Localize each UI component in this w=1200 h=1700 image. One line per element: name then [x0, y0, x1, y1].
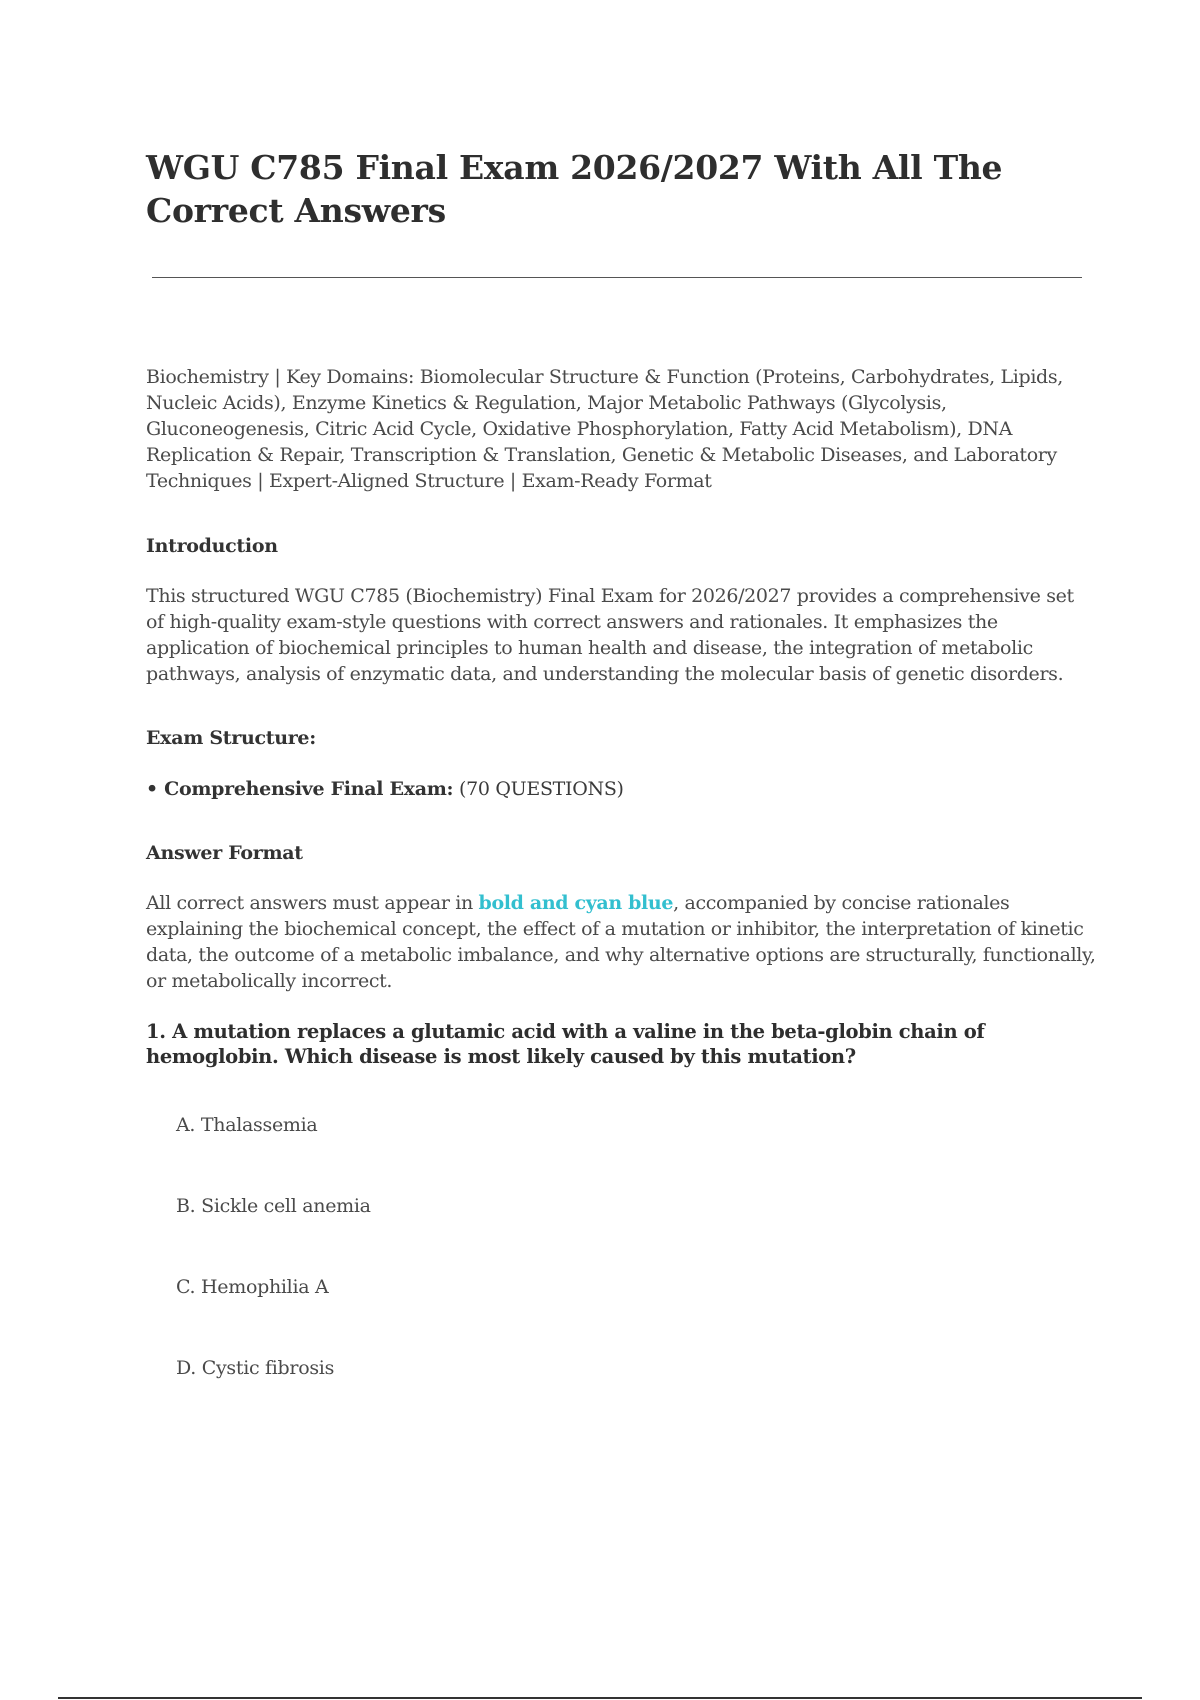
question-1-option-a: A. Thalassemia: [176, 1114, 318, 1136]
bullet-label: • Comprehensive Final Exam:: [146, 778, 454, 800]
answer-format-highlight: bold and cyan blue: [478, 892, 674, 914]
question-1-option-d: D. Cystic fibrosis: [176, 1357, 335, 1379]
introduction-heading: Introduction: [146, 535, 278, 557]
question-1-option-b: B. Sickle cell anemia: [176, 1195, 371, 1217]
introduction-paragraph: This structured WGU C785 (Biochemistry) Final Exam for 2026/2027 provides a comprehensive set of high-quality exam-style questions with correct answers and rationales. It emphasizes the application of biochemical principles to human health and disease, the integration of metabolic pathways, analysis of enzymatic data, and understanding the molecular basis of genetic disorders.: [146, 585, 1074, 685]
answer-format-heading: Answer Format: [146, 842, 303, 864]
question-1-option-c: C. Hemophilia A: [176, 1276, 329, 1298]
exam-structure-bullet: [146, 776, 624, 802]
question-1-text: 1. A mutation replaces a glutamic acid with a valine in the beta-globin chain of hemoglobin. Which disease is most likely caused by this mutation?: [146, 1020, 985, 1068]
summary-paragraph: Biochemistry | Key Domains: Biomolecular Structure & Function (Proteins, Carbohydrates, Lipids, Nucleic Acids), Enzyme Kinetics & Regulation, Major Metabolic Pathways (Glycolysis, Gluconeogenesis, Citric Acid Cycle, Oxidative Phosphorylation, Fatty Acid Metabolism), DNA Replication & Repair, Transcription & Translation, Genetic & Metabolic Diseases, and Laboratory Techniques | Expert-Aligned Structure | Exam-Ready Format: [146, 366, 1063, 492]
answer-format-text-after: , accompanied by concise rationales explaining the biochemical concept, the effect of a mutation or inhibitor, the interpretation of kinetic data, the outcome of a metabolic imbalance, and why alternative options are structurally, functionally, or metabolically incorrect.: [146, 892, 1096, 992]
page-bottom-border: [58, 1697, 1142, 1699]
answer-format-paragraph: [146, 890, 1096, 994]
exam-structure-heading: Exam Structure:: [146, 727, 316, 749]
bullet-value: (70 QUESTIONS): [453, 778, 624, 800]
document-title: WGU C785 Final Exam 2026/2027 With All The Correct Answers: [146, 148, 1003, 230]
title-divider: [152, 277, 1082, 278]
answer-format-text-before: All correct answers must appear in: [146, 892, 479, 914]
